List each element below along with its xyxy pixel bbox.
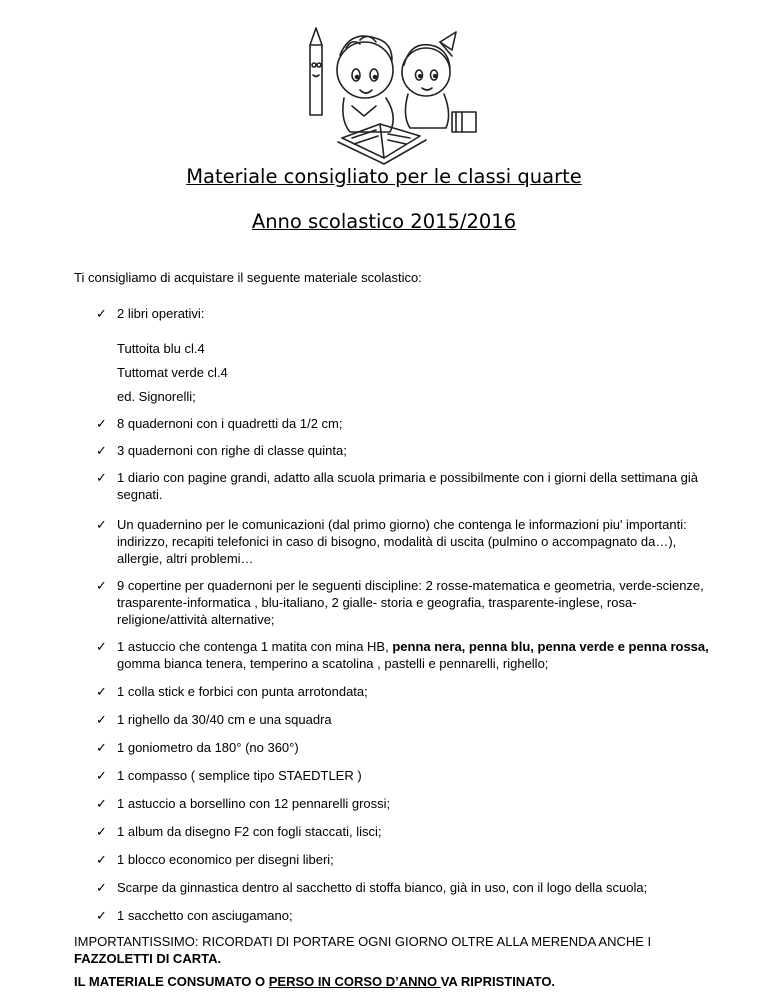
final-note: IL MATERIALE CONSUMATO O PERSO IN CORSO D’ANNO VA RIPRISTINATO. [74, 974, 556, 989]
list-item-text: 8 quadernoni con i quadretti da 1/2 cm; [117, 416, 343, 431]
checkmark-icon: ✓ [96, 796, 107, 811]
checkmark-icon: ✓ [96, 517, 107, 532]
book-title: Tuttomat verde cl.4 [117, 365, 228, 380]
checkmark-icon: ✓ [96, 824, 107, 839]
checkmark-icon: ✓ [96, 908, 107, 923]
children-reading-illustration [280, 20, 480, 170]
checkmark-icon: ✓ [96, 768, 107, 783]
book-title: Tuttoita blu cl.4 [117, 341, 205, 356]
checkmark-icon: ✓ [96, 740, 107, 755]
checkmark-icon: ✓ [96, 852, 107, 867]
list-item-text: 2 libri operativi: [117, 306, 205, 321]
list-item-text: 1 album da disegno F2 con fogli staccati, lisci; [117, 824, 382, 839]
page-title: Materiale consigliato per le classi quarte [186, 165, 582, 188]
list-item-text: 1 goniometro da 180° (no 360°) [117, 740, 299, 755]
book-publisher: ed. Signorelli; [117, 389, 196, 404]
list-item-text: 1 colla stick e forbici con punta arrotondata; [117, 684, 368, 699]
list-item-text: 1 sacchetto con asciugamano; [117, 908, 293, 923]
list-item-text: 1 diario con pagine grandi, adatto alla scuola primaria e possibilmente con i giorni della settimana già segnati. [117, 470, 699, 502]
checkmark-icon: ✓ [96, 712, 107, 727]
list-item-text: Un quadernino per le comunicazioni (dal primo giorno) che contenga le informazioni piu' importanti: indirizzo, recapiti telefonici in caso di bisogno, modalità di uscita (pulmino o accompagnato da…), allergie, altri problemi… [117, 517, 687, 566]
checkmark-icon: ✓ [96, 578, 107, 593]
list-item-text: 1 compasso ( semplice tipo STAEDTLER ) [117, 768, 362, 783]
checkmark-icon: ✓ [96, 306, 107, 321]
school-year-title: Anno scolastico 2015/2016 [251, 210, 517, 233]
important-note: IMPORTANTISSIMO: RICORDATI DI PORTARE OGNI GIORNO OLTRE ALLA MERENDA ANCHE I FAZZOLETTI DI CARTA. [74, 934, 652, 966]
intro-text: Ti consigliamo di acquistare il seguente materiale scolastico: [74, 270, 422, 285]
list-item-text: 1 blocco economico per disegni liberi; [117, 852, 334, 867]
checkmark-icon: ✓ [96, 639, 107, 654]
checkmark-icon: ✓ [96, 470, 107, 485]
list-item-text: 1 righello da 30/40 cm e una squadra [117, 712, 332, 727]
list-item-text: 9 copertine per quadernoni per le seguenti discipline: 2 rosse-matematica e geometria, verde-scienze, trasparente-informatica , blu-italiano, 2 gialle- storia e geografia, trasparente-inglese, rosa-religione/attività alternative; [117, 578, 704, 627]
checkmark-icon: ✓ [96, 416, 107, 431]
list-item-text: 1 astuccio a borsellino con 12 pennarelli grossi; [117, 796, 391, 811]
list-item-text: Scarpe da ginnastica dentro al sacchetto di stoffa bianco, già in uso, con il logo della scuola; [117, 880, 648, 895]
checkmark-icon: ✓ [96, 684, 107, 699]
checkmark-icon: ✓ [96, 443, 107, 458]
list-item-text: 3 quadernoni con righe di classe quinta; [117, 443, 347, 458]
list-item-text: 1 astuccio che contenga 1 matita con mina HB, penna nera, penna blu, penna verde e penna rossa, gomma bianca tenera, temperino a scatolina , pastelli e pennarelli, righello; [117, 639, 709, 671]
checkmark-icon: ✓ [96, 880, 107, 895]
